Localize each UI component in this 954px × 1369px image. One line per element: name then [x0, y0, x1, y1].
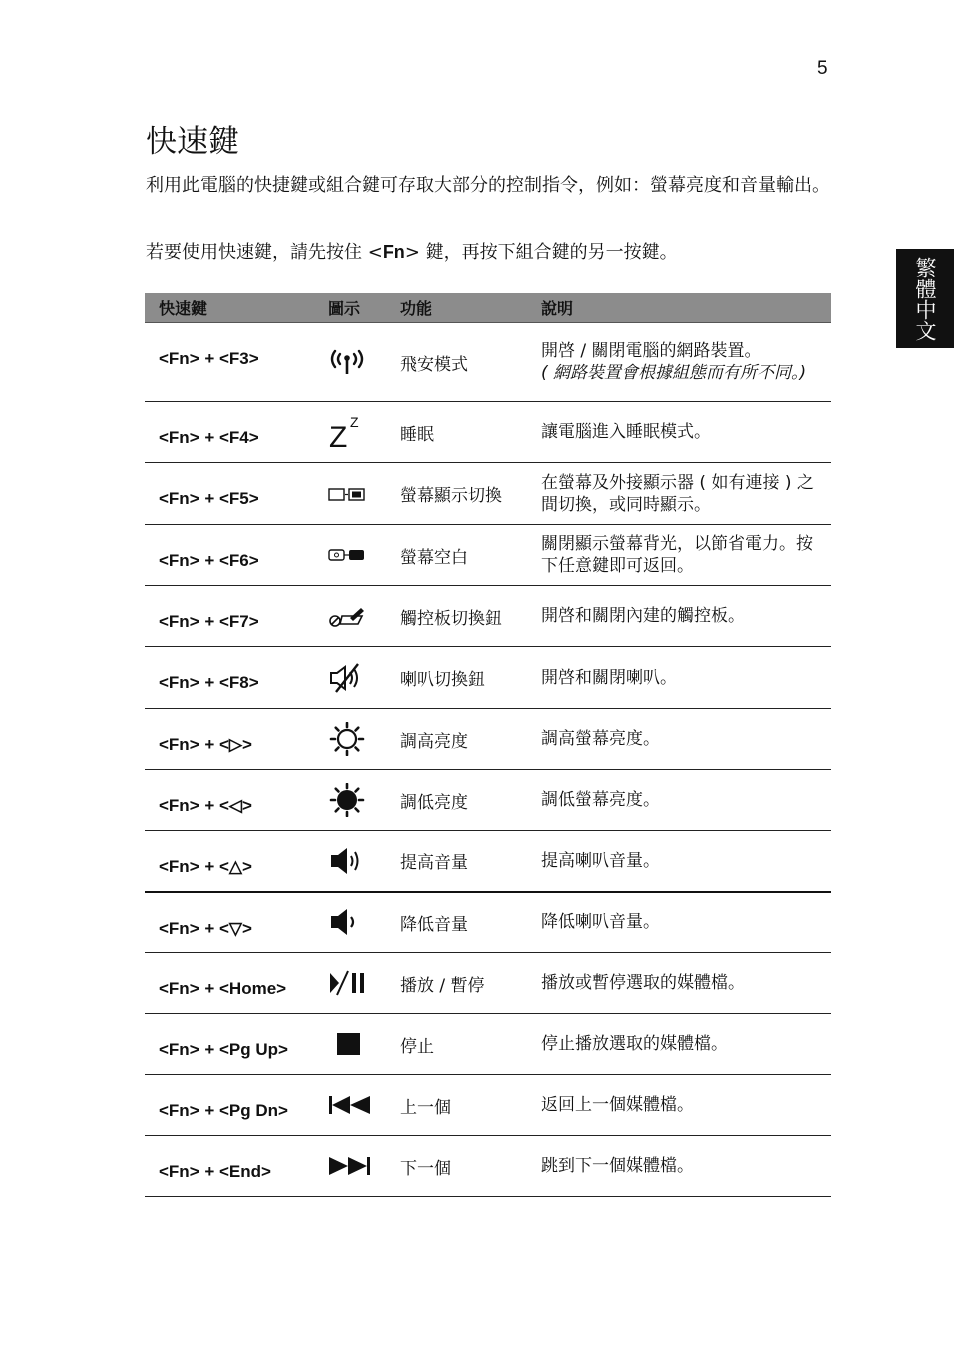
hotkey: <Fn> + <▷> — [145, 709, 318, 770]
function-name: 提高音量 — [400, 831, 541, 892]
hotkey: <Fn> + <◁> — [145, 770, 318, 831]
description: 開啓和關閉喇叭。 — [541, 647, 831, 709]
brightness-down-icon — [328, 783, 400, 817]
function-name: 下一個 — [400, 1136, 541, 1197]
function-name: 停止 — [400, 1014, 541, 1075]
table-row — [145, 402, 831, 463]
function-name: 觸控板切換鈕 — [400, 586, 541, 647]
language-tab: 繁體中文 — [896, 249, 954, 348]
touchpad-toggle-icon — [328, 604, 400, 628]
description: 開啓和關閉內建的觸控板。 — [541, 586, 831, 647]
hotkey-table — [145, 293, 831, 1197]
previous-track-icon — [328, 1094, 400, 1116]
description: 播放或暫停選取的媒體檔。 — [541, 953, 831, 1014]
description: 開啓 / 關閉電腦的網路裝置。 — [541, 341, 762, 361]
table-row — [145, 1014, 831, 1075]
svg-text:Z: Z — [350, 414, 359, 430]
hotkey: <Fn> + <Home> — [145, 953, 318, 1014]
description: 跳到下一個媒體檔。 — [541, 1136, 831, 1197]
table-header-row — [145, 293, 831, 323]
function-name: 降低音量 — [400, 892, 541, 953]
play-pause-icon — [328, 969, 400, 997]
description: 返回上一個媒體檔。 — [541, 1075, 831, 1136]
function-name: 調高亮度 — [400, 709, 541, 770]
stop-icon — [328, 1031, 400, 1057]
hotkey: <Fn> + <F6> — [145, 525, 318, 586]
function-name: 調低亮度 — [400, 770, 541, 831]
description: 提高喇叭音量。 — [541, 831, 831, 892]
sleep-icon — [328, 414, 400, 450]
table-row — [145, 525, 831, 586]
hotkey: <Fn> + <Pg Up> — [145, 1014, 318, 1075]
header-description: 說明 — [541, 293, 831, 323]
table-row — [145, 1136, 831, 1197]
header-icon: 圖示 — [318, 293, 400, 323]
hotkey: <Fn> + <End> — [145, 1136, 318, 1197]
display-off-icon — [328, 548, 400, 562]
description: 調低螢幕亮度。 — [541, 770, 831, 831]
hotkey: <Fn> + <F7> — [145, 586, 318, 647]
wireless-icon — [328, 347, 400, 377]
table-row — [145, 709, 831, 770]
volume-down-icon — [328, 906, 400, 938]
table-row — [145, 647, 831, 709]
instruction-paragraph — [146, 238, 678, 264]
instruction-text: > 鍵，再按下組合鍵的另一按鍵。 — [404, 242, 678, 263]
page-number: 5 — [817, 58, 828, 79]
display-toggle-icon — [328, 486, 400, 502]
table-row — [145, 586, 831, 647]
description-note: ( 網路裝置會根據組態而有所不同。) — [541, 363, 807, 383]
speaker-mute-icon — [328, 663, 400, 693]
next-track-icon — [328, 1155, 400, 1177]
table-row — [145, 770, 831, 831]
table-row — [145, 953, 831, 1014]
function-name: 飛安模式 — [400, 323, 541, 402]
description: 調高螢幕亮度。 — [541, 709, 831, 770]
table-row — [145, 323, 831, 402]
header-function: 功能 — [400, 293, 541, 323]
table-row — [145, 463, 831, 525]
hotkey: <Fn> + <F4> — [145, 402, 318, 463]
hotkey: <Fn> + <F5> — [145, 463, 318, 525]
description: 停止播放選取的媒體檔。 — [541, 1014, 831, 1075]
function-name: 播放 / 暫停 — [400, 953, 541, 1014]
svg-text:Z: Z — [329, 421, 348, 450]
description: 讓電腦進入睡眠模式。 — [541, 402, 831, 463]
description: 在螢幕及外接顯示器 ( 如有連接 ) 之間切換，或同時顯示。 — [541, 463, 831, 525]
hotkey: <Fn> + <▽> — [145, 892, 318, 953]
hotkey: <Fn> + <Pg Dn> — [145, 1075, 318, 1136]
table-row — [145, 831, 831, 892]
function-name: 睡眠 — [400, 402, 541, 463]
description: 關閉顯示螢幕背光，以節省電力。按下任意鍵即可返回。 — [541, 525, 831, 586]
hotkey: <Fn> + <F3> — [145, 323, 318, 402]
instruction-text: 若要使用快速鍵，請先按住 < — [146, 242, 383, 263]
description: 降低喇叭音量。 — [541, 892, 831, 953]
function-name: 喇叭切換鈕 — [400, 647, 541, 709]
hotkey: <Fn> + <△> — [145, 831, 318, 892]
table-row — [145, 892, 831, 953]
header-key: 快速鍵 — [145, 293, 318, 323]
function-name: 螢幕空白 — [400, 525, 541, 586]
fn-key-label: Fn — [382, 242, 405, 262]
hotkey: <Fn> + <F8> — [145, 647, 318, 709]
page-title: 快速鍵 — [146, 124, 239, 160]
function-name: 上一個 — [400, 1075, 541, 1136]
table-row — [145, 1075, 831, 1136]
volume-up-icon — [328, 845, 400, 877]
function-name: 螢幕顯示切換 — [400, 463, 541, 525]
intro-paragraph: 利用此電腦的快捷鍵或組合鍵可存取大部分的控制指令，例如：螢幕亮度和音量輸出。 — [146, 175, 830, 196]
brightness-up-icon — [328, 722, 400, 756]
